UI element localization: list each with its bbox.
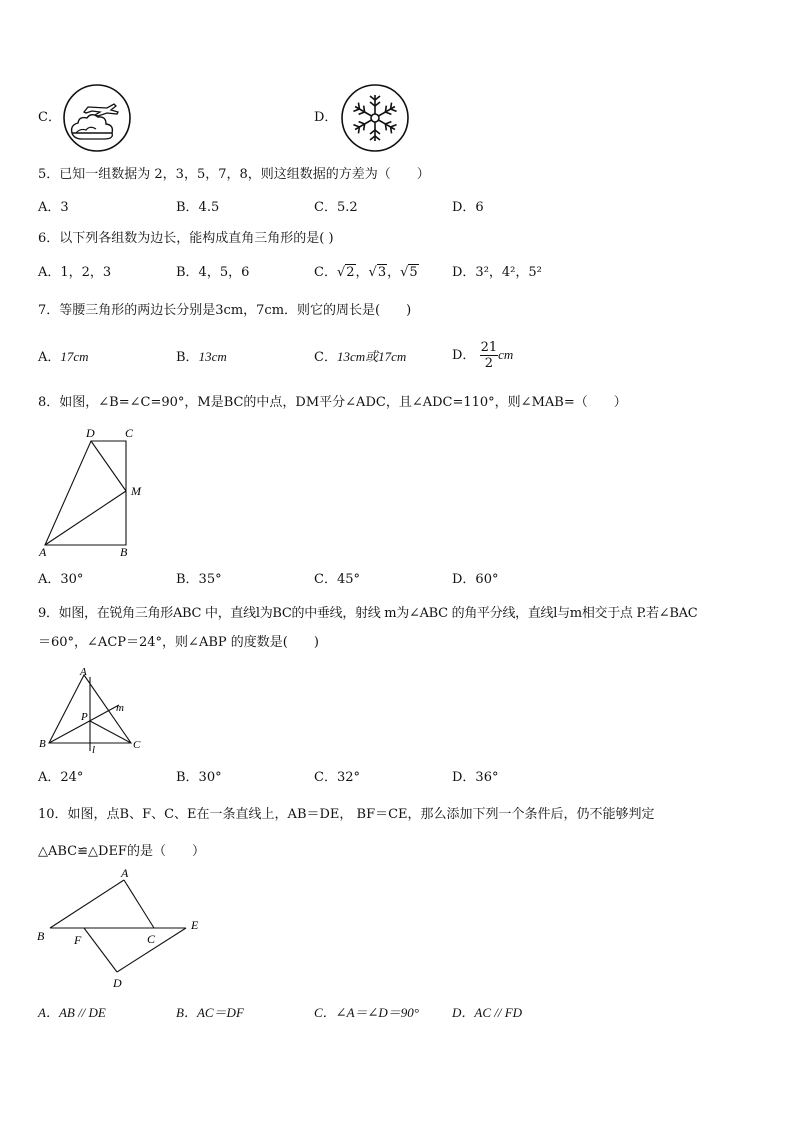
q8-label-c: C xyxy=(125,426,134,440)
q6-root-5: 5 xyxy=(409,265,418,280)
q9-option-d: D．36° xyxy=(452,770,499,785)
q5-option-c: C．5.2 xyxy=(314,200,358,215)
q9-label-c: C xyxy=(133,739,141,751)
q6-option-b: B．4，5，6 xyxy=(176,265,250,280)
q7-stem: 7．等腰三角形的两边长分别是3cm，7cm．则它的周长是( ) xyxy=(38,303,412,318)
q10-option-c: C．∠A＝∠D＝90° xyxy=(314,1005,419,1020)
q10-stem-line1: 10．如图，点B、F、C、E在一条直线上，AB＝DE， BF＝CE，那么添加下列一个条件后，仍不能够判定 xyxy=(38,807,655,822)
q4-option-c-label: C． xyxy=(38,110,61,125)
q9-figure xyxy=(36,665,156,757)
q7-option-c-value: 13cm或17cm xyxy=(336,349,407,364)
q7-option-a xyxy=(38,349,89,366)
q9-option-c: C．32° xyxy=(314,770,360,785)
q10-label-d: D xyxy=(113,976,122,990)
q9-label-b: B xyxy=(39,738,46,750)
q5-option-a: A．3 xyxy=(38,200,69,215)
q7-option-d xyxy=(452,340,513,371)
q9-label-a: A xyxy=(80,666,87,678)
q7-option-b xyxy=(176,349,227,366)
q7-option-b-value: 13cm xyxy=(198,349,227,364)
q8-option-a: A．30° xyxy=(38,572,84,587)
q9-option-b: B．30° xyxy=(176,770,222,785)
q8-figure xyxy=(36,425,156,560)
q6-option-d: D．3²，4²，5² xyxy=(452,265,542,280)
q10-option-a: A．AB // DE xyxy=(38,1005,106,1020)
q7-option-c xyxy=(314,349,406,366)
q9-stem-line2: ＝60°，∠ACP＝24°，则∠ABP 的度数是( ) xyxy=(38,635,319,650)
q6-stem: 6．以下列各组数为边长，能构成直角三角形的是( ) xyxy=(38,231,334,246)
q6-option-c: C．√2，√3，√5 xyxy=(314,265,418,280)
q7-option-c-label: C． xyxy=(314,350,337,365)
q4-option-d-label: D． xyxy=(314,110,338,125)
q10-label-b: B xyxy=(37,929,45,943)
q8-label-b: B xyxy=(120,545,128,559)
q7-fraction-denominator: 2 xyxy=(484,356,493,371)
q8-label-d: D xyxy=(86,426,95,440)
q5-option-d: D．6 xyxy=(452,200,484,215)
q6-root-3: 3 xyxy=(377,265,387,280)
q8-option-d: D．60° xyxy=(452,572,499,587)
q9-stem-line1: 9．如图，在锐角三角形ABC 中，直线l为BC的中垂线，射线 m为∠ABC 的角平分线，直线l与m相交于点 P.若∠BAC xyxy=(38,606,698,621)
q10-label-c: C xyxy=(147,932,156,946)
q7-option-d-label: D． xyxy=(452,348,476,363)
q9-label-l: l xyxy=(92,744,96,756)
q5-option-b: B．4.5 xyxy=(176,200,220,215)
q10-label-e: E xyxy=(191,918,199,932)
q8-option-b: B．35° xyxy=(176,572,222,587)
q7-fraction xyxy=(480,340,499,371)
q9-option-a: A．24° xyxy=(38,770,84,785)
q10-option-b: B．AC＝DF xyxy=(176,1005,244,1020)
q8-label-a: A xyxy=(39,545,47,559)
q7-fraction-numerator: 21 xyxy=(480,340,498,355)
q7-option-a-value: 17cm xyxy=(60,349,89,364)
q8-label-m: M xyxy=(131,484,141,498)
snowflake-icon xyxy=(340,83,410,153)
q6-root-2: 2 xyxy=(346,265,355,280)
q10-stem-line2: △ABC≌△DEF的是（ ） xyxy=(38,844,205,859)
q8-option-c: C．45° xyxy=(314,572,360,587)
q6-option-a: A．1，2，3 xyxy=(38,265,112,280)
q10-figure xyxy=(34,862,214,992)
q6-option-c-label: C． xyxy=(314,265,337,280)
q5-stem: 5．已知一组数据为 2，3，5，7，8，则这组数据的方差为（ ） xyxy=(38,167,430,182)
q7-option-a-label: A． xyxy=(38,350,61,365)
q8-stem: 8．如图，∠B=∠C=90°，M是BC的中点，DM平分∠ADC，且∠ADC=110°，则∠MAB=（ ） xyxy=(38,395,627,410)
q10-option-d: D．AC // FD xyxy=(452,1005,523,1020)
q7-option-d-unit: cm xyxy=(498,347,514,362)
q9-label-p: P xyxy=(81,711,88,723)
q9-label-m: m xyxy=(116,702,124,714)
q10-label-f: F xyxy=(74,933,82,947)
airplane-cloud-icon xyxy=(62,83,132,153)
q10-label-a: A xyxy=(121,866,129,880)
q7-option-b-label: B． xyxy=(176,350,199,365)
